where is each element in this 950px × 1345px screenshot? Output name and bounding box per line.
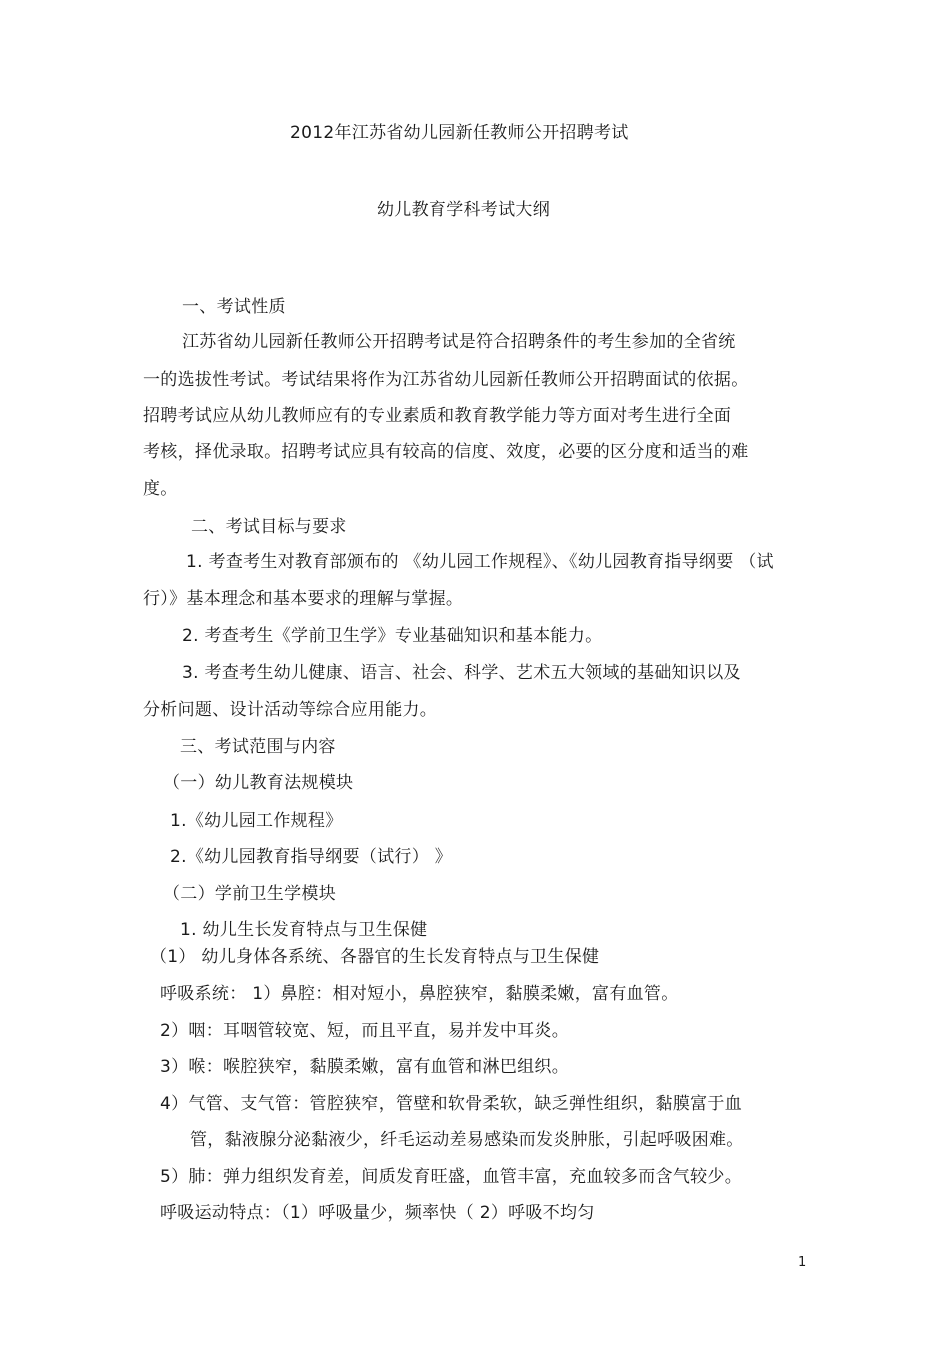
subsection-heading: （二）学前卫生学模块 bbox=[163, 884, 336, 904]
list-item: 2. 考查考生《学前卫生学》专业基础知识和基本能力。 bbox=[182, 626, 603, 646]
document-title: 2012年江苏省幼儿园新任教师公开招聘考试 bbox=[290, 123, 629, 143]
section-heading: 三、考试范围与内容 bbox=[180, 737, 336, 757]
list-item: （1） 幼儿身体各系统、各器官的生长发育特点与卫生保健 bbox=[150, 947, 600, 967]
section-heading: 一、考试性质 bbox=[182, 297, 286, 317]
paragraph-line: 度。 bbox=[143, 479, 178, 499]
paragraph-line: 考核，择优录取。招聘考试应具有较高的信度、效度，必要的区分度和适当的难 bbox=[143, 442, 749, 462]
subsection-heading: （一）幼儿教育法规模块 bbox=[163, 773, 354, 793]
list-item: 2）咽：耳咽管较宽、短，而且平直，易并发中耳炎。 bbox=[160, 1021, 570, 1041]
list-item: 1. 幼儿生长发育特点与卫生保健 bbox=[180, 920, 428, 940]
list-item: 1. 考查考生对教育部颁布的 《幼儿园工作规程》、《幼儿园教育指导纲要 （试 bbox=[186, 552, 774, 572]
paragraph-line: 招聘考试应从幼儿教师应有的专业素质和教育教学能力等方面对考生进行全面 bbox=[143, 406, 732, 426]
document-subtitle: 幼儿教育学科考试大纲 bbox=[377, 200, 550, 220]
list-item: 2.《幼儿园教育指导纲要（试行） 》 bbox=[170, 847, 453, 867]
list-item: 呼吸系统： 1）鼻腔：相对短小，鼻腔狭窄，黏膜柔嫩，富有血管。 bbox=[160, 984, 679, 1004]
section-heading: 二、考试目标与要求 bbox=[191, 517, 347, 537]
paragraph-line: 一的选拔性考试。考试结果将作为江苏省幼儿园新任教师公开招聘面试的依据。 bbox=[143, 370, 749, 390]
list-item: 5）肺：弹力组织发育差，间质发育旺盛，血管丰富，充血较多而含气较少。 bbox=[160, 1167, 743, 1187]
paragraph-line: 分析问题、设计活动等综合应用能力。 bbox=[143, 700, 438, 720]
page-number: 1 bbox=[798, 1255, 807, 1270]
list-item: 呼吸运动特点：（1）呼吸量少，频率快（ 2）呼吸不均匀 bbox=[160, 1203, 595, 1223]
list-item: 4）气管、支气管：管腔狭窄，管壁和软骨柔软，缺乏弹性组织，黏膜富于血 bbox=[160, 1094, 743, 1114]
paragraph-line: 行）》基本理念和基本要求的理解与掌握。 bbox=[143, 589, 464, 609]
list-item: 1.《幼儿园工作规程》 bbox=[170, 811, 343, 831]
paragraph-line: 管，黏液腺分泌黏液少，纤毛运动差易感染而发炎肿胀，引起呼吸困难。 bbox=[190, 1130, 744, 1150]
paragraph-line: 江苏省幼儿园新任教师公开招聘考试是符合招聘条件的考生参加的全省统 bbox=[182, 332, 736, 352]
list-item: 3）喉：喉腔狭窄，黏膜柔嫩，富有血管和淋巴组织。 bbox=[160, 1057, 570, 1077]
list-item: 3. 考查考生幼儿健康、语言、社会、科学、艺术五大领域的基础知识以及 bbox=[182, 663, 741, 683]
